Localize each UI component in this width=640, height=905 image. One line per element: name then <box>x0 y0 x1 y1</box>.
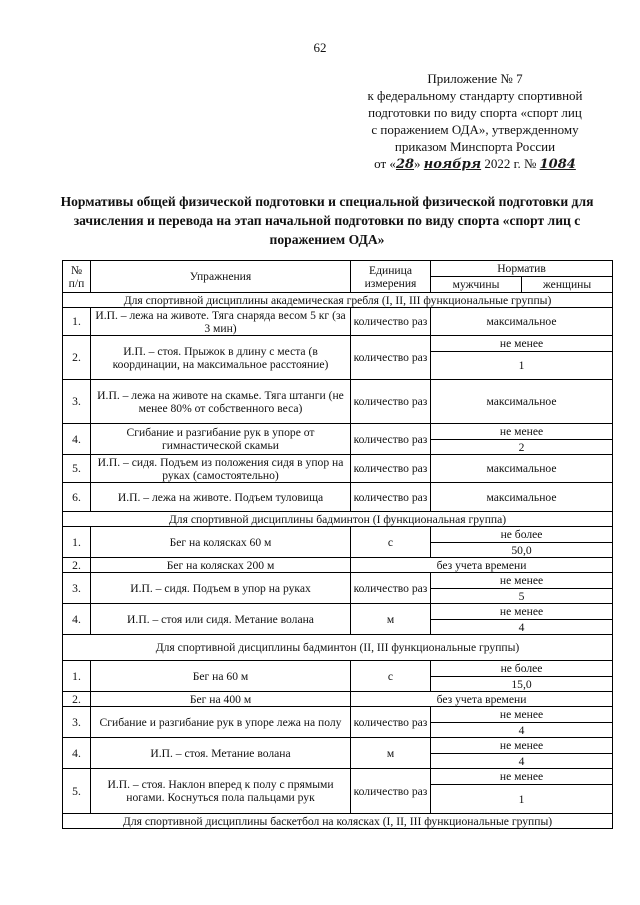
norm-condition: не более <box>431 661 613 677</box>
norm-condition: не менее <box>431 604 613 620</box>
row-num: 4. <box>63 424 91 455</box>
row-num: 3. <box>63 380 91 424</box>
unit-cell: количество раз <box>351 573 431 604</box>
norm-condition: не менее <box>431 707 613 723</box>
row-num: 3. <box>63 707 91 738</box>
appendix-line: к федеральному стандарту спортивной <box>367 88 583 103</box>
row-num: 1. <box>63 661 91 692</box>
unit-cell: количество раз <box>351 707 431 738</box>
row-num: 4. <box>63 738 91 769</box>
header-exercise: Упражнения <box>91 261 351 293</box>
unit-cell: м <box>351 738 431 769</box>
row-num: 2. <box>63 336 91 380</box>
exercise-cell: Бег на 400 м <box>91 692 351 707</box>
exercise-cell: Сгибание и разгибание рук в упоре от гимнастической скамьи <box>91 424 351 455</box>
norm-value: 1 <box>431 352 613 380</box>
exercise-cell: И.П. – лежа на животе. Тяга снаряда весом 5 кг (за 3 мин) <box>91 308 351 336</box>
date-prefix: от « <box>374 156 396 171</box>
section-heading: Для спортивной дисциплины бадминтон (I функциональная группа) <box>63 512 613 527</box>
norm-cell: максимальное <box>431 380 613 424</box>
unit-cell: количество раз <box>351 769 431 814</box>
norm-value: 1 <box>431 785 613 814</box>
document-title: Нормативы общей физической подготовки и специальной физической подготовки для зачисления и перевода на этап начальной подготовки по виду спорта «спорт лиц с поражением ОДА» <box>60 194 594 247</box>
order-number-handwritten: 1084 <box>539 157 576 172</box>
exercise-cell: И.П. – стоя или сидя. Метание волана <box>91 604 351 635</box>
header-num: № п/п <box>63 261 91 293</box>
exercise-cell: Бег на колясках 200 м <box>91 558 351 573</box>
unit-cell: количество раз <box>351 424 431 455</box>
exercise-cell: Бег на 60 м <box>91 661 351 692</box>
norm-cell: максимальное <box>431 483 613 512</box>
exercise-cell: Сгибание и разгибание рук в упоре лежа на полу <box>91 707 351 738</box>
norm-value: 50,0 <box>431 543 613 558</box>
section-heading: Для спортивной дисциплины бадминтон (II, III функциональные группы) <box>63 635 613 661</box>
unit-cell: количество раз <box>351 455 431 483</box>
section-heading: Для спортивной дисциплины баскетбол на колясках (I, II, III функциональные группы) <box>63 814 613 829</box>
date-month-handwritten: ноября <box>423 157 482 172</box>
norm-condition: не менее <box>431 738 613 754</box>
appendix-line: с поражением ОДА», утвержденному <box>371 122 579 137</box>
header-women: женщины <box>522 277 613 293</box>
date-year: 2022 г. № <box>484 156 537 171</box>
norm-condition: не более <box>431 527 613 543</box>
row-num: 1. <box>63 527 91 558</box>
norm-value: 4 <box>431 754 613 769</box>
unit-cell: количество раз <box>351 380 431 424</box>
unit-cell: с <box>351 661 431 692</box>
row-num: 5. <box>63 769 91 814</box>
section-heading: Для спортивной дисциплины академическая гребля (I, II, III функциональные группы) <box>63 293 613 308</box>
norm-cell: без учета времени <box>351 692 613 707</box>
page-number: 62 <box>313 40 327 55</box>
row-num: 3. <box>63 573 91 604</box>
unit-cell: м <box>351 604 431 635</box>
norm-cell: максимальное <box>431 455 613 483</box>
appendix-line: приказом Минспорта России <box>394 139 556 154</box>
order-date-line <box>330 155 620 173</box>
exercise-cell: И.П. – стоя. Наклон вперед к полу с прямыми ногами. Коснуться пола пальцами рук <box>91 769 351 814</box>
date-mid: » <box>414 156 421 171</box>
appendix-line: подготовки по виду спорта «спорт лиц <box>368 105 582 120</box>
norm-value: 5 <box>431 589 613 604</box>
exercise-cell: И.П. – лежа на животе на скамье. Тяга штанги (не менее 80% от собственного веса) <box>91 380 351 424</box>
exercise-cell: И.П. – стоя. Прыжок в длину с места (в координации, на максимальное расстояние) <box>91 336 351 380</box>
exercise-cell: И.П. – лежа на животе. Подъем туловища <box>91 483 351 512</box>
norm-cell: без учета времени <box>351 558 613 573</box>
norm-cell: максимальное <box>431 308 613 336</box>
norm-condition: не менее <box>431 336 613 352</box>
norm-condition: не менее <box>431 769 613 785</box>
row-num: 1. <box>63 308 91 336</box>
norm-condition: не менее <box>431 424 613 440</box>
row-num: 2. <box>63 692 91 707</box>
norms-table <box>62 260 613 829</box>
row-num: 6. <box>63 483 91 512</box>
exercise-cell: Бег на колясках 60 м <box>91 527 351 558</box>
unit-cell: количество раз <box>351 308 431 336</box>
header-norm: Норматив <box>431 261 613 277</box>
appendix-block <box>330 70 620 173</box>
row-num: 2. <box>63 558 91 573</box>
row-num: 5. <box>63 455 91 483</box>
unit-cell: с <box>351 527 431 558</box>
date-day-handwritten: 28 <box>395 157 415 172</box>
row-num: 4. <box>63 604 91 635</box>
exercise-cell: И.П. – стоя. Метание волана <box>91 738 351 769</box>
unit-cell: количество раз <box>351 336 431 380</box>
appendix-line: Приложение № 7 <box>427 71 523 86</box>
header-unit: Единица измерения <box>351 261 431 293</box>
unit-cell: количество раз <box>351 483 431 512</box>
norm-value: 4 <box>431 723 613 738</box>
exercise-cell: И.П. – сидя. Подъем из положения сидя в упор на руках (самостоятельно) <box>91 455 351 483</box>
norm-value: 4 <box>431 620 613 635</box>
header-men: мужчины <box>431 277 522 293</box>
norm-value: 15,0 <box>431 677 613 692</box>
norm-value: 2 <box>431 440 613 455</box>
exercise-cell: И.П. – сидя. Подъем в упор на руках <box>91 573 351 604</box>
norm-condition: не менее <box>431 573 613 589</box>
